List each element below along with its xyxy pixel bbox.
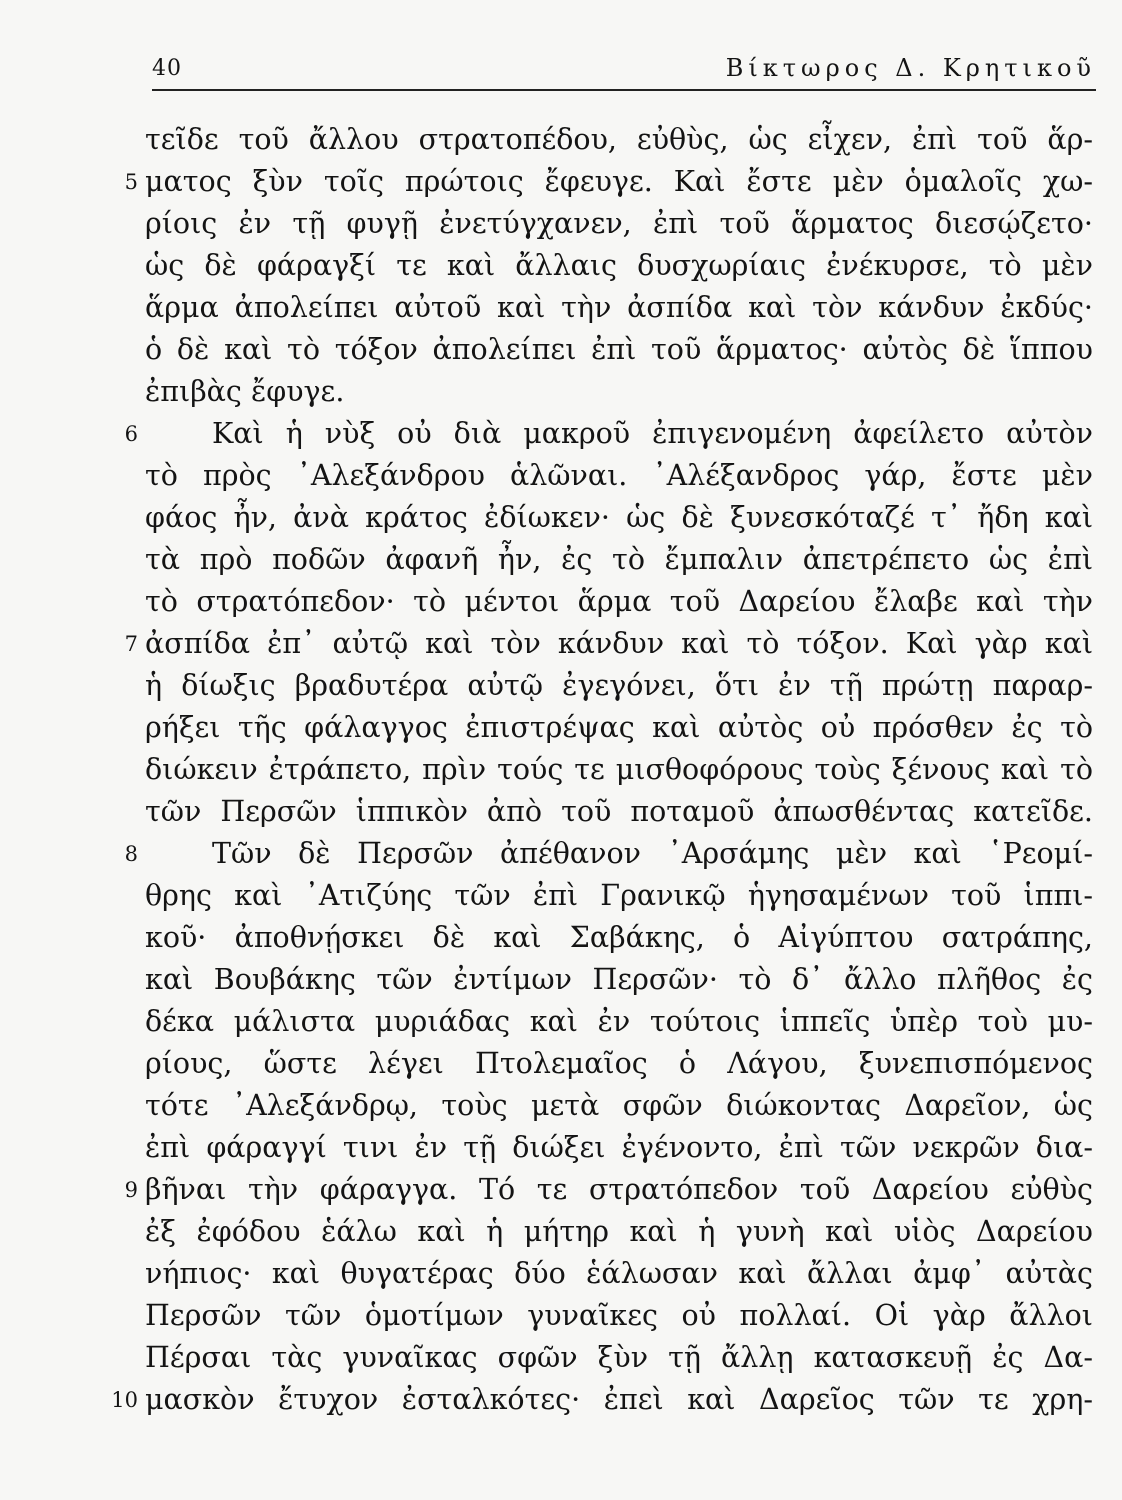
text-line: ἐπὶ φάραγγί τινι ἐν τῇ διώξει ἐγένοντο, ἐπὶ τῶν νεκρῶν δια- (145, 1131, 1093, 1164)
running-head: Βίκτωρος Δ. Κρητικοῦ (725, 54, 1096, 82)
text-line: Περσῶν τῶν ὁμοτίμων γυναῖκες οὐ πολλαί. Οἱ γὰρ ἄλλοι (145, 1299, 1093, 1332)
page-number: 40 (152, 56, 182, 81)
text-line: ἅρμα ἀπολείπει αὐτοῦ καὶ τὴν ἀσπίδα καὶ τὸν κάνδυν ἐκδύς· (145, 291, 1093, 324)
text-line: ρίοις ἐν τῇ φυγῇ ἐνετύγχανεν, ἐπὶ τοῦ ἅρματος διεσῴζετο· (145, 207, 1093, 240)
section-number: 8 (124, 842, 138, 866)
section-number: 5 (124, 170, 138, 194)
text-line: Καὶ ἡ νὺξ οὐ διὰ μακροῦ ἐπιγενομένη ἀφείλετο αὐτὸν (212, 417, 1093, 450)
text-line: ἀσπίδα ἐπ᾿ αὐτῷ καὶ τὸν κάνδυν καὶ τὸ τόξον. Καὶ γὰρ καὶ (145, 627, 1093, 660)
text-line: Πέρσαι τὰς γυναῖκας σφῶν ξὺν τῇ ἄλλῃ κατασκευῇ ἐς Δα- (145, 1341, 1093, 1374)
text-line: Τῶν δὲ Περσῶν ἀπέθανον ᾿Αρσάμης μὲν καὶ ῾Ρεομί- (212, 837, 1093, 870)
section-number: 9 (124, 1178, 138, 1202)
text-line: ἐξ ἐφόδου ἑάλω καὶ ἡ μήτηρ καὶ ἡ γυνὴ καὶ υἱὸς Δαρείου (145, 1215, 1093, 1248)
text-line: τότε ᾿Αλεξάνδρῳ, τοὺς μετὰ σφῶν διώκοντας Δαρεῖον, ὡς (145, 1089, 1093, 1122)
text-line: ὡς δὲ φάραγξί τε καὶ ἄλλαις δυσχωρίαις ἐνέκυρσε, τὸ μὲν (145, 249, 1093, 282)
text-line: νήπιος· καὶ θυγατέρας δύο ἑάλωσαν καὶ ἄλλαι ἀμφ᾿ αὐτὰς (145, 1257, 1093, 1290)
text-line: ρίους, ὥστε λέγει Πτολεμαῖος ὁ Λάγου, ξυνεπισπόμενος (145, 1047, 1093, 1080)
text-line: δέκα μάλιστα μυριάδας καὶ ἐν τούτοις ἱππεῖς ὑπὲρ τοὺ μυ- (145, 1005, 1093, 1038)
text-line: καὶ Βουβάκης τῶν ἐντίμων Περσῶν· τὸ δ᾿ ἄλλο πλῆθος ἐς (145, 963, 1093, 996)
text-line: τὰ πρὸ ποδῶν ἀφανῆ ἦν, ἐς τὸ ἔμπαλιν ἀπετρέπετο ὡς ἐπὶ (145, 543, 1093, 576)
text-line: κοῦ· ἀποθνῄσκει δὲ καὶ Σαβάκης, ὁ Αἰγύπτου σατράπης, (145, 921, 1093, 954)
text-line: ρήξει τῆς φάλαγγος ἐπιστρέψας καὶ αὐτὸς οὐ πρόσθεν ἐς τὸ (145, 711, 1093, 744)
section-number: 7 (124, 632, 138, 656)
text-line: τὸ πρὸς ᾿Αλεξάνδρου ἁλῶναι. ᾿Αλέξανδρος γάρ, ἔστε μὲν (145, 459, 1093, 492)
text-line: τεῖδε τοῦ ἄλλου στρατοπέδου, εὐθὺς, ὡς εἶχεν, ἐπὶ τοῦ ἅρ- (145, 123, 1093, 156)
section-number: 10 (111, 1388, 138, 1412)
text-line: τῶν Περσῶν ἱππικὸν ἀπὸ τοῦ ποταμοῦ ἀπωσθέντας κατεῖδε. (145, 795, 1093, 828)
text-line: ἡ δίωξις βραδυτέρα αὐτῷ ἐγεγόνει, ὅτι ἐν τῇ πρώτῃ παραρ- (145, 669, 1093, 702)
text-line: φάος ἦν, ἀνὰ κράτος ἐδίωκεν· ὡς δὲ ξυνεσκόταζέ τ᾿ ἤδη καὶ (145, 501, 1093, 534)
text-line: διώκειν ἐτράπετο, πρὶν τούς τε μισθοφόρους τοὺς ξένους καὶ τὸ (145, 753, 1093, 786)
text-line: μασκὸν ἔτυχον ἐσταλκότες· ἐπεὶ καὶ Δαρεῖος τῶν τε χρη- (145, 1383, 1093, 1416)
text-line: βῆναι τὴν φάραγγα. Τό τε στρατόπεδον τοῦ Δαρείου εὐθὺς (145, 1173, 1093, 1206)
section-number: 6 (124, 422, 138, 446)
text-line: ματος ξὺν τοῖς πρώτοις ἔφευγε. Καὶ ἔστε μὲν ὁμαλοῖς χω- (145, 165, 1093, 198)
text-line: τὸ στρατόπεδον· τὸ μέντοι ἅρμα τοῦ Δαρείου ἔλαβε καὶ τὴν (145, 585, 1093, 618)
text-line: ὁ δὲ καὶ τὸ τόξον ἀπολείπει ἐπὶ τοῦ ἅρματος· αὐτὸς δὲ ἵππου (145, 333, 1093, 366)
text-line: θρης καὶ ᾿Ατιζύης τῶν ἐπὶ Γρανικῷ ἡγησαμένων τοῦ ἱππι- (145, 879, 1093, 912)
text-line: ἐπιβὰς ἔφυγε. (145, 375, 345, 408)
